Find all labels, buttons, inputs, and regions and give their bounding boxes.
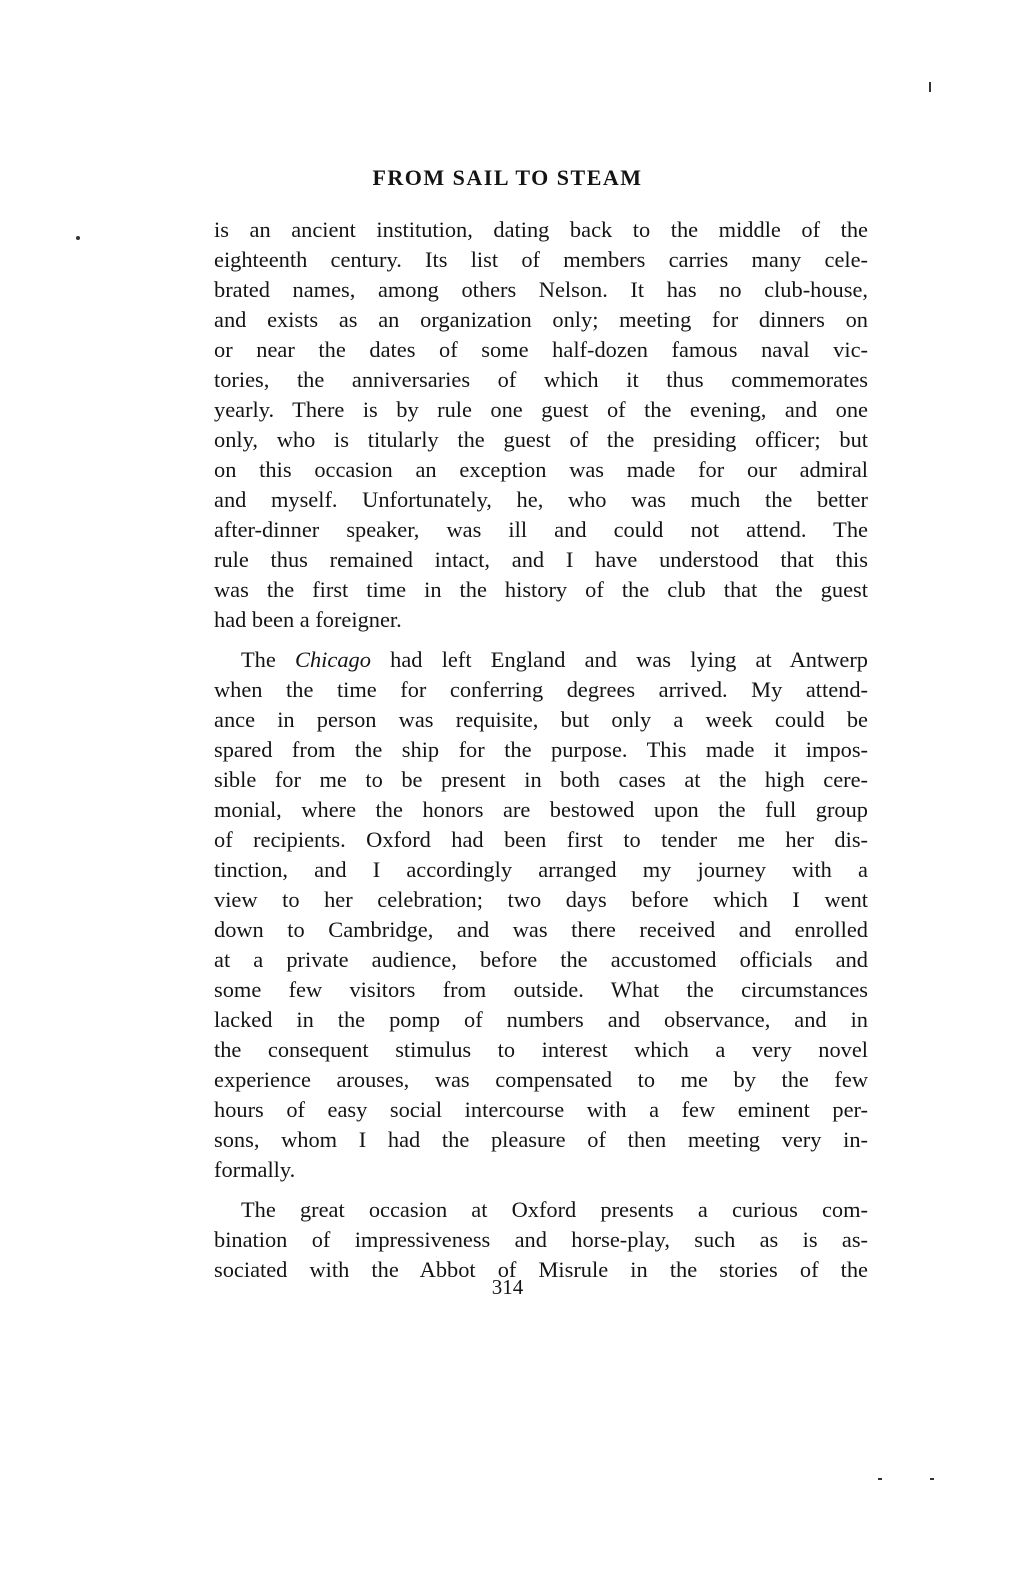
text-line: monial, where the honors are bestowed upon the full group <box>214 797 868 822</box>
scan-speck <box>929 82 931 92</box>
text-line: yearly. There is by rule one guest of the evening, and one <box>214 397 868 422</box>
text-line: lacked in the pomp of numbers and observance, and in <box>214 1007 868 1032</box>
text-line: sociated with the Abbot of Misrule in the stories of the <box>214 1257 868 1282</box>
text-line: down to Cambridge, and was there received and enrolled <box>214 917 868 942</box>
text-line: when the time for conferring degrees arrived. My attend- <box>214 677 868 702</box>
text-line: only, who is titularly the guest of the presiding officer; but <box>214 427 868 452</box>
paragraph-gap <box>214 635 868 645</box>
text-line: view to her celebration; two days before which I went <box>214 887 868 912</box>
text-line: The Chicago had left England and was lying at Antwerp <box>241 647 868 672</box>
text-line: bination of impressiveness and horse-play, such as is as- <box>214 1227 868 1252</box>
text-line: rule thus remained intact, and I have understood that this <box>214 547 868 572</box>
text-line: and exists as an organization only; meeting for dinners on <box>214 307 868 332</box>
text-line: had been a foreigner. <box>214 607 402 632</box>
text-line: The great occasion at Oxford presents a curious com- <box>241 1197 868 1222</box>
text-line: eighteenth century. Its list of members carries many cele- <box>214 247 868 272</box>
scan-speck <box>878 1478 882 1480</box>
body-text <box>214 215 868 1285</box>
text-line: and myself. Unfortunately, he, who was much the better <box>214 487 868 512</box>
text-line: hours of easy social intercourse with a few eminent per- <box>214 1097 868 1122</box>
text-line: or near the dates of some half-dozen famous naval vic- <box>214 337 868 362</box>
text-line: at a private audience, before the accustomed officials and <box>214 947 868 972</box>
text-line: after-dinner speaker, was ill and could not attend. The <box>214 517 868 542</box>
scan-speck <box>930 1478 934 1480</box>
text-line: sons, whom I had the pleasure of then meeting very in- <box>214 1127 868 1152</box>
text-line: brated names, among others Nelson. It has no club-house, <box>214 277 868 302</box>
text-line: of recipients. Oxford had been first to tender me her dis- <box>214 827 868 852</box>
text-line: tinction, and I accordingly arranged my journey with a <box>214 857 868 882</box>
text-line: was the first time in the history of the club that the guest <box>214 577 868 602</box>
text-line: formally. <box>214 1157 296 1182</box>
text-line: ance in person was requisite, but only a week could be <box>214 707 868 732</box>
text-line: is an ancient institution, dating back to the middle of the <box>214 217 868 242</box>
paragraph <box>214 645 868 1185</box>
text-line: the consequent stimulus to interest which a very novel <box>214 1037 868 1062</box>
text-line: on this occasion an exception was made for our admiral <box>214 457 868 482</box>
page-number: 314 <box>491 1275 524 1299</box>
scan-speck <box>76 236 80 240</box>
paragraph-gap <box>214 1185 868 1195</box>
text-line: experience arouses, was compensated to me by the few <box>214 1067 868 1092</box>
running-head: FROM SAIL TO STEAM <box>372 165 643 190</box>
text-line: spared from the ship for the purpose. This made it impos- <box>214 737 868 762</box>
text-line: some few visitors from outside. What the circumstances <box>214 977 868 1002</box>
paragraph <box>214 215 868 635</box>
text-line: sible for me to be present in both cases at the high cere- <box>214 767 868 792</box>
paragraph <box>214 1195 868 1285</box>
text-line: tories, the anniversaries of which it thus commemorates <box>214 367 868 392</box>
